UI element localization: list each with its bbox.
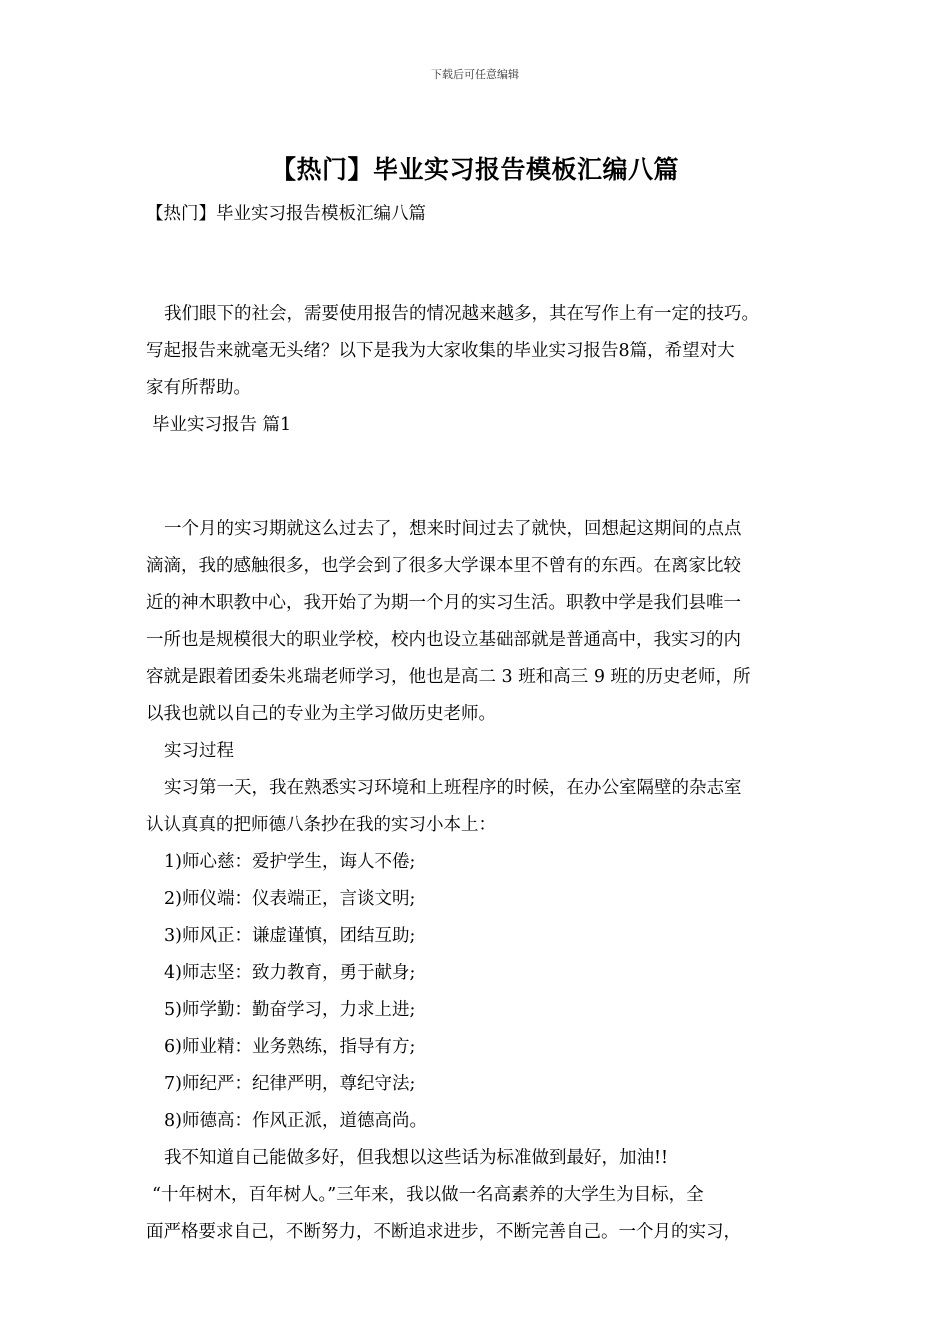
paragraph-line: 实习第一天，我在熟悉实习环境和上班程序的时候，在办公室隔壁的杂志室	[164, 778, 742, 798]
paragraph-line: 一个月的实习期就这么过去了，想来时间过去了就快，回想起这期间的点点	[164, 519, 742, 539]
rule-item: 2)师仪端：仪表端正，言谈文明;	[164, 889, 416, 909]
spacer	[146, 444, 811, 511]
rule-item: 4)师志坚：致力教育，勇于献身;	[164, 963, 416, 983]
paragraph-line: 一所也是规模很大的职业学校，校内也设立基础部就是普通高中，我实习的内	[146, 630, 741, 650]
paragraph-line: “十年树木，百年树人。”三年来，我以做一名高素养的大学生为目标，全	[152, 1185, 704, 1205]
subtitle: 【热门】毕业实习报告模板汇编八篇	[146, 204, 426, 224]
rule-item: 3)师风正：谦虚谨慎，团结互助;	[164, 926, 416, 946]
paragraph-line: 面严格要求自己，不断努力，不断追求进步，不断完善自己。一个月的实习，	[146, 1222, 741, 1242]
rule-item: 1)师心慈：爱护学生，诲人不倦;	[164, 852, 416, 872]
paragraph-line: 滴滴，我的感触很多，也学会到了很多大学课本里不曾有的东西。在离家比较	[146, 556, 741, 576]
document-title: 【热门】毕业实习报告模板汇编八篇	[270, 155, 679, 184]
intro-line: 我们眼下的社会，需要使用报告的情况越来越多，其在写作上有一定的技巧。	[164, 304, 759, 324]
rule-item: 7)师纪严：纪律严明，尊纪守法;	[164, 1074, 416, 1094]
document-body	[146, 196, 811, 1251]
rule-item: 6)师业精：业务熟练，指导有方;	[164, 1037, 416, 1057]
closing-line: 我不知道自己能做多好，但我想以这些话为标准做到最好，加油!!	[164, 1148, 669, 1168]
intro-line: 家有所帮助。	[146, 378, 251, 398]
spacer	[146, 233, 811, 296]
paragraph-line: 近的神木职教中心，我开始了为期一个月的实习生活。职教中学是我们县唯一	[146, 593, 741, 613]
header-note: 下载后可任意编辑	[431, 68, 519, 81]
paragraph-line: 容就是跟着团委朱兆瑞老师学习，他也是高二 3 班和高三 9 班的历史老师，所	[146, 667, 751, 687]
subheading: 实习过程	[164, 741, 234, 761]
rule-item: 8)师德高：作风正派，道德高尚。	[164, 1111, 427, 1131]
paragraph-line: 认认真真的把师德八条抄在我的实习小本上：	[146, 815, 496, 835]
intro-line: 写起报告来就毫无头绪？以下是我为大家收集的毕业实习报告8篇，希望对大	[146, 341, 735, 361]
rule-item: 5)师学勤：勤奋学习，力求上进;	[164, 1000, 416, 1020]
section-heading: 毕业实习报告 篇1	[152, 415, 292, 435]
paragraph-line: 以我也就以自己的专业为主学习做历史老师。	[146, 704, 496, 724]
